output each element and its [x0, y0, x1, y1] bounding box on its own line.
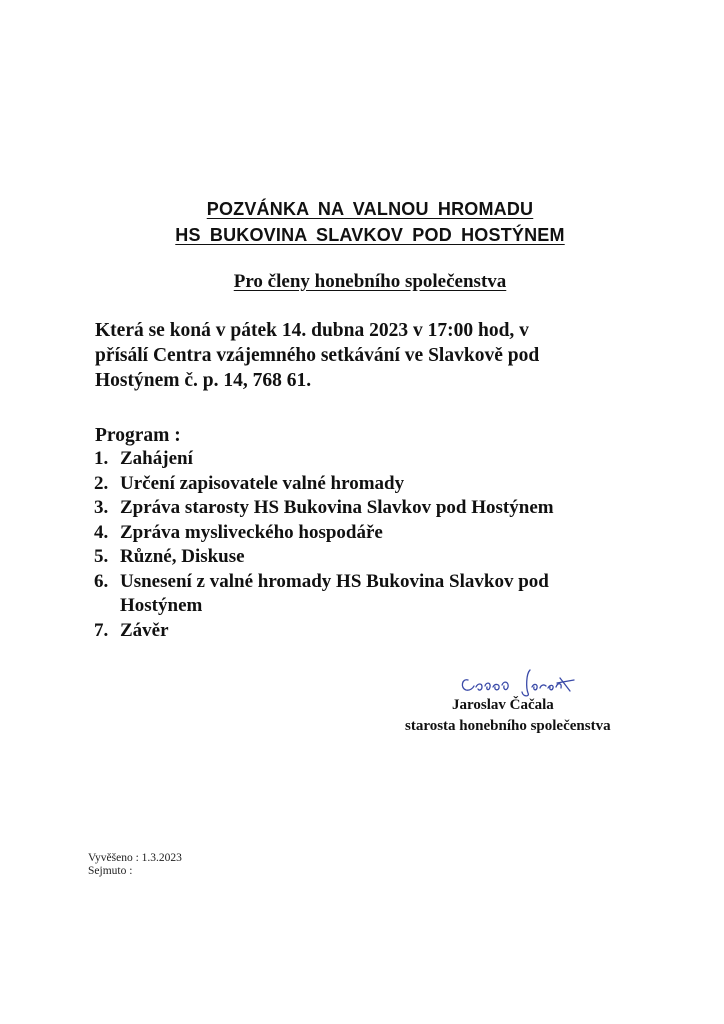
- program-item: [94, 447, 654, 472]
- program-item-number: 6.: [94, 570, 109, 592]
- program-item-number: 3.: [94, 497, 109, 518]
- handwritten-signature: [458, 668, 598, 698]
- removed-date: Sejmuto :: [88, 865, 133, 877]
- program-item-text: Zpráva mysliveckého hospodáře: [120, 521, 383, 543]
- signatory-name: Jaroslav Čačala: [452, 697, 554, 713]
- program-item: [94, 496, 654, 521]
- program-item-text: Zahájení: [120, 448, 193, 469]
- program-item-number: 1.: [94, 448, 109, 469]
- intro-paragraph: [95, 318, 655, 393]
- program-item-text: Závěr: [120, 619, 169, 641]
- program-item-text: Různé, Diskuse: [120, 546, 245, 567]
- program-item: [94, 521, 654, 546]
- posted-date: Vyvěšeno : 1.3.2023: [88, 852, 182, 864]
- subtitle: Pro členy honebního společenstva: [233, 271, 507, 292]
- program-item-text: Určení zapisovatele valné hromady: [120, 472, 405, 494]
- intro-line: Která se koná v pátek 14. dubna 2023 v 17:00 hod, v: [95, 320, 529, 341]
- program-item: [94, 472, 654, 497]
- program-label: Program :: [95, 425, 181, 446]
- program-item: [94, 570, 654, 619]
- program-item-number: 7.: [94, 619, 109, 641]
- program-item-number: 4.: [94, 521, 109, 543]
- program-item: [94, 545, 654, 570]
- program-item-number: 5.: [94, 546, 109, 567]
- title-line-2: HS BUKOVINA SLAVKOV POD HOSTÝNEM: [175, 225, 565, 245]
- program-item-number: 2.: [94, 472, 109, 494]
- program-list: [94, 447, 654, 643]
- intro-line: Hostýnem č. p. 14, 768 61.: [95, 370, 312, 391]
- program-item-text: Usnesení z valné hromady HS Bukovina Slavkov pod: [120, 570, 549, 592]
- program-item: [94, 619, 654, 644]
- title-line-1: POZVÁNKA NA VALNOU HROMADU: [206, 199, 534, 219]
- signatory-role: starosta honebního společenstva: [405, 718, 611, 734]
- program-item-text: Hostýnem: [120, 595, 203, 616]
- intro-line: přísálí Centra vzájemného setkávání ve Slavkově pod: [95, 345, 540, 366]
- program-item-text: Zpráva starosty HS Bukovina Slavkov pod Hostýnem: [120, 497, 554, 518]
